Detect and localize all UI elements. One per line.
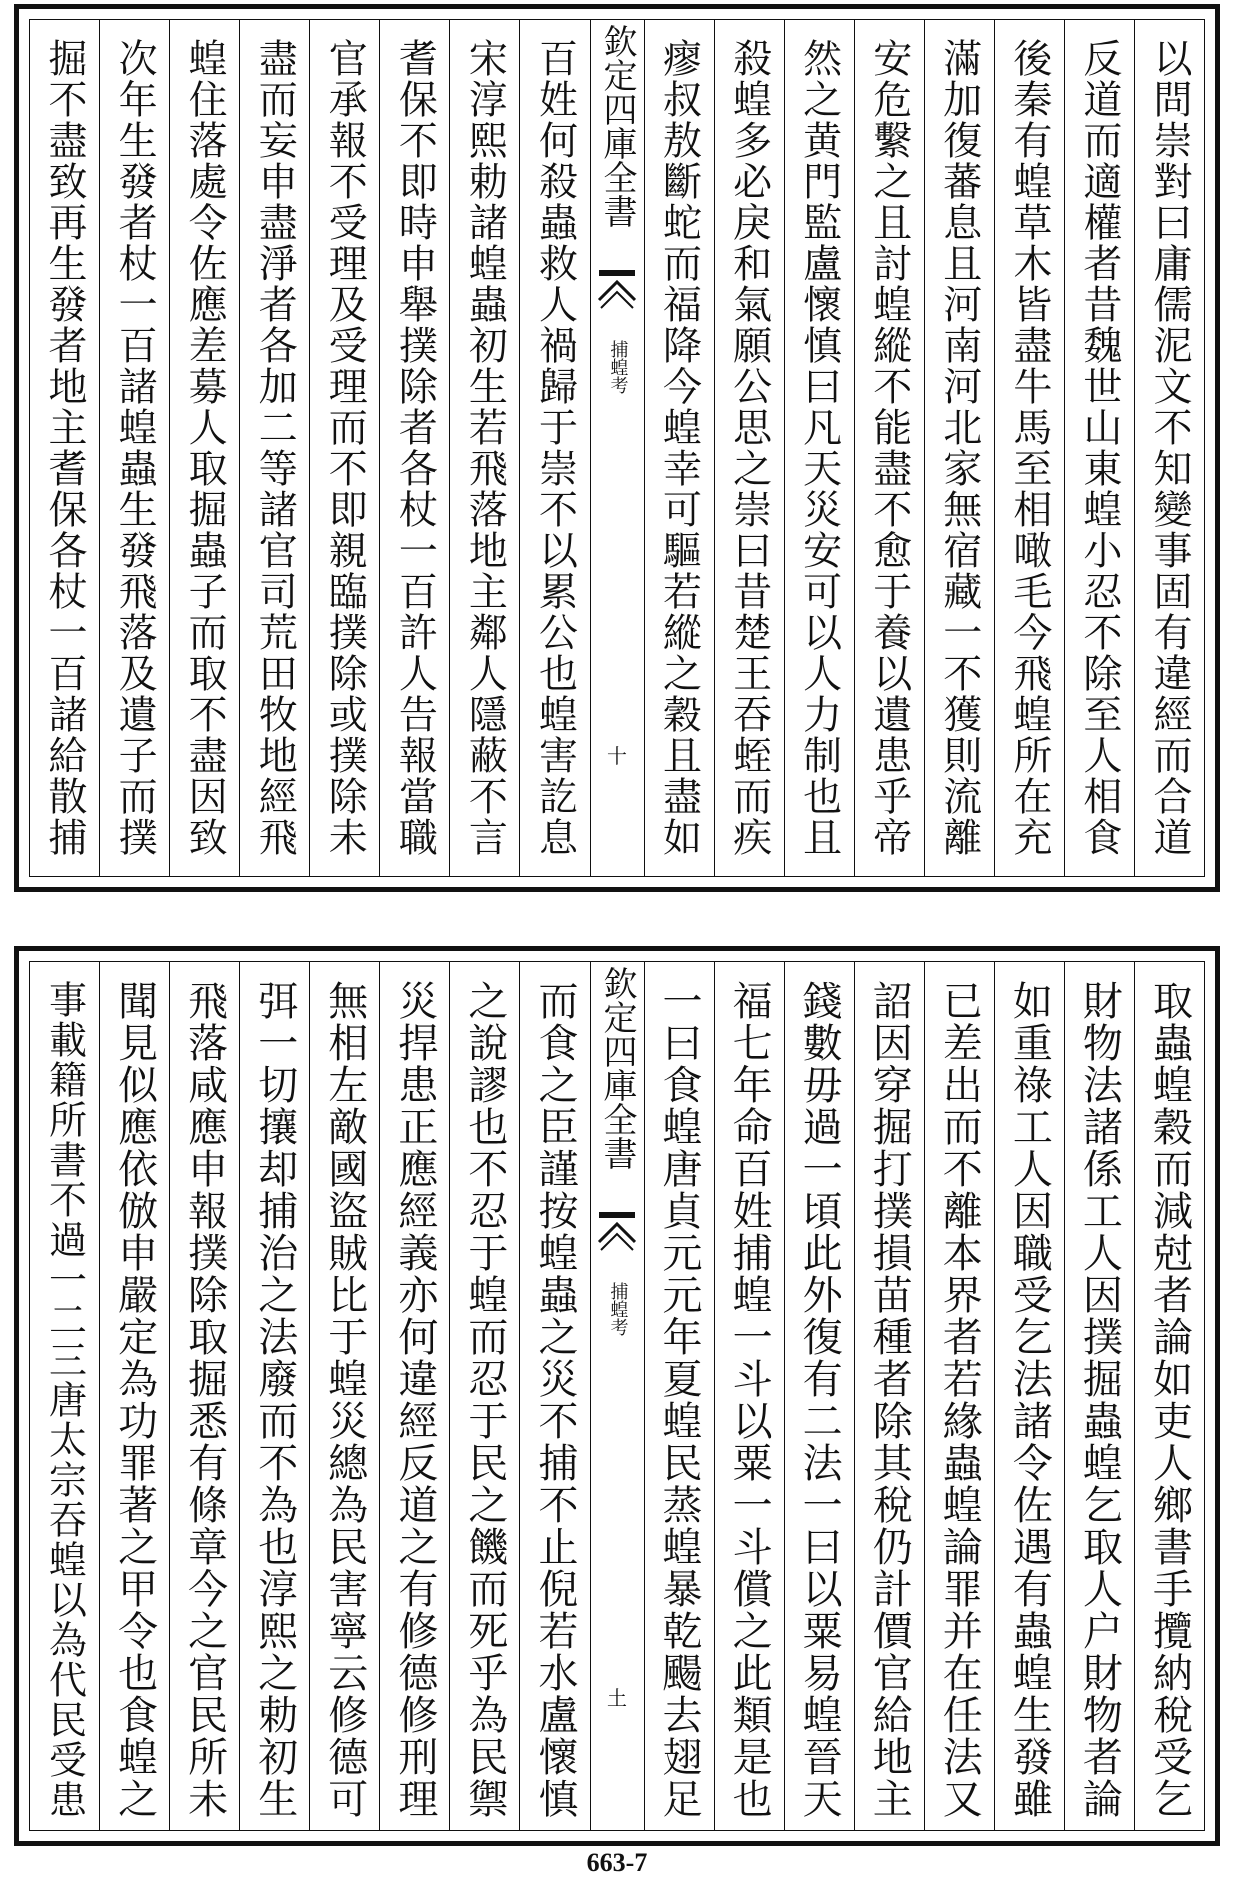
text-column <box>169 962 239 1830</box>
text-column <box>379 20 449 876</box>
column-text: 殺蝗多必戾和氣願公思之崇曰昔楚王吞蛭而疾 <box>726 38 772 858</box>
text-column <box>1134 20 1204 876</box>
top-page-text-frame <box>29 19 1205 877</box>
column-text: 以問崇對曰庸儒泥文不知變事固有違經而合道 <box>1146 38 1192 858</box>
text-column <box>714 962 784 1830</box>
text-column <box>309 962 379 1830</box>
text-column <box>1064 20 1134 876</box>
column-text: 福七年命百姓捕蝗一斗以粟一斗償之此類是也 <box>726 980 773 1820</box>
leaf-number: 土 <box>607 1686 627 1710</box>
text-column <box>99 20 169 876</box>
column-text: 錢數毋過一頃此外復有二法一曰以粟易蝗晉天 <box>796 980 843 1820</box>
column-text: 財物法諸係工人因撲掘蟲蝗乞取人户財物者論 <box>1076 980 1123 1820</box>
text-column <box>644 962 714 1830</box>
column-text: 耆保不即時申舉撲除者各杖一百許人告報當職 <box>392 38 438 858</box>
section-title: 捕蝗考 <box>607 1282 629 1336</box>
text-column <box>519 962 589 1830</box>
text-column <box>994 962 1064 1830</box>
bottom-page <box>14 946 1220 1846</box>
text-column <box>519 20 589 876</box>
fish-tail-mark-icon <box>597 1212 637 1252</box>
center-fold-column <box>590 20 644 876</box>
text-column <box>714 20 784 876</box>
text-column <box>99 962 169 1830</box>
text-column <box>784 962 854 1830</box>
column-text: 然之黄門監盧懷慎曰凡天災安可以人力制也且 <box>796 38 842 858</box>
section-title: 捕蝗考 <box>607 340 629 394</box>
column-text: 災捍患正應經義亦何違經反道之有修德修刑理 <box>391 980 438 1820</box>
leaf-number: 十 <box>607 744 627 768</box>
column-text: 一曰食蝗唐貞元元年夏蝗民蒸蝗暴乾颺去翅足 <box>656 980 703 1820</box>
column-text: 聞見似應依倣申嚴定為功罪著之甲令也食蝗之 <box>111 980 158 1820</box>
text-column <box>644 20 714 876</box>
column-text: 飛落咸應申報撲除取掘悉有條章今之官民所未 <box>181 980 228 1820</box>
column-text: 盡而妄申盡淨者各加二等諸官司荒田牧地經飛 <box>252 38 298 858</box>
text-column <box>784 20 854 876</box>
column-text: 宋淳熙勅諸蝗蟲初生若飛落地主鄰人隱蔽不言 <box>462 38 508 858</box>
text-column <box>30 962 99 1830</box>
column-text: 無相左敵國盜賊比于蝗災總為民害寧云修德可 <box>321 980 368 1820</box>
text-column <box>854 962 924 1830</box>
text-column <box>449 962 519 1830</box>
column-text: 反道而適權者昔魏世山東蝗小忍不除至人相食 <box>1076 38 1122 858</box>
column-text: 百姓何殺蟲救人禍歸于崇不以累公也蝗害訖息 <box>532 38 578 858</box>
text-column <box>924 962 994 1830</box>
text-column <box>924 20 994 876</box>
column-text: 瘳叔敖斷蛇而福降今蝗幸可驅若縱之穀且盡如 <box>656 38 702 858</box>
column-text: 滿加復蕃息且河南河北家無宿藏一不獲則流離 <box>936 38 982 858</box>
column-text: 而食之臣謹按蝗蟲之災不捕不止倪若水盧懷慎 <box>531 980 578 1820</box>
fish-tail-mark-icon <box>597 270 637 310</box>
text-column <box>379 962 449 1830</box>
text-column <box>30 20 99 876</box>
column-text: 官承報不受理及受理而不即親臨撲除或撲除未 <box>322 38 368 858</box>
text-column <box>239 962 309 1830</box>
column-text: 安危繫之且討蝗縱不能盡不愈于養以遺患乎帝 <box>866 38 912 858</box>
text-column <box>1134 962 1204 1830</box>
column-text: 事載籍所書不過一二三唐太宗吞蝗以為代民受患 <box>42 980 87 1820</box>
book-title: 欽定四庫全書 <box>597 966 637 1170</box>
column-text: 如重祿工人因職受乞法諸令佐遇有蟲蝗生發雖 <box>1006 980 1053 1820</box>
page-footer-number: 663-7 <box>586 1848 648 1877</box>
column-text: 次年生發者杖一百諸蝗蟲生發飛落及遺子而撲 <box>112 38 158 858</box>
column-text: 已差出而不離本界者若緣蟲蝗論罪并在任法又 <box>936 980 983 1820</box>
text-column <box>169 20 239 876</box>
text-column <box>994 20 1064 876</box>
column-text: 蝗住落處令佐應差募人取掘蟲子而取不盡因致 <box>182 38 228 858</box>
column-text: 弭一切攘却捕治之法廢而不為也淳熙之勅初生 <box>251 980 298 1820</box>
text-column <box>1064 962 1134 1830</box>
text-column <box>449 20 519 876</box>
book-title: 欽定四庫全書 <box>597 24 637 228</box>
text-column <box>239 20 309 876</box>
top-page <box>14 4 1220 892</box>
column-text: 掘不盡致再生發者地主耆保各杖一百諸給散捕 <box>42 38 88 858</box>
column-text: 詔因穿掘打撲損苗種者除其稅仍計價官給地主 <box>866 980 913 1820</box>
column-text: 之說謬也不忍于蝗而忍于民之饑而死乎為民禦 <box>461 980 508 1820</box>
bottom-page-text-frame <box>29 961 1205 1831</box>
center-fold-column <box>590 962 644 1830</box>
column-text: 後秦有蝗草木皆盡牛馬至相噉毛今飛蝗所在充 <box>1006 38 1052 858</box>
text-column <box>309 20 379 876</box>
text-column <box>854 20 924 876</box>
column-text: 取蟲蝗穀而減尅者論如吏人鄉書手攬納稅受乞 <box>1146 980 1193 1820</box>
